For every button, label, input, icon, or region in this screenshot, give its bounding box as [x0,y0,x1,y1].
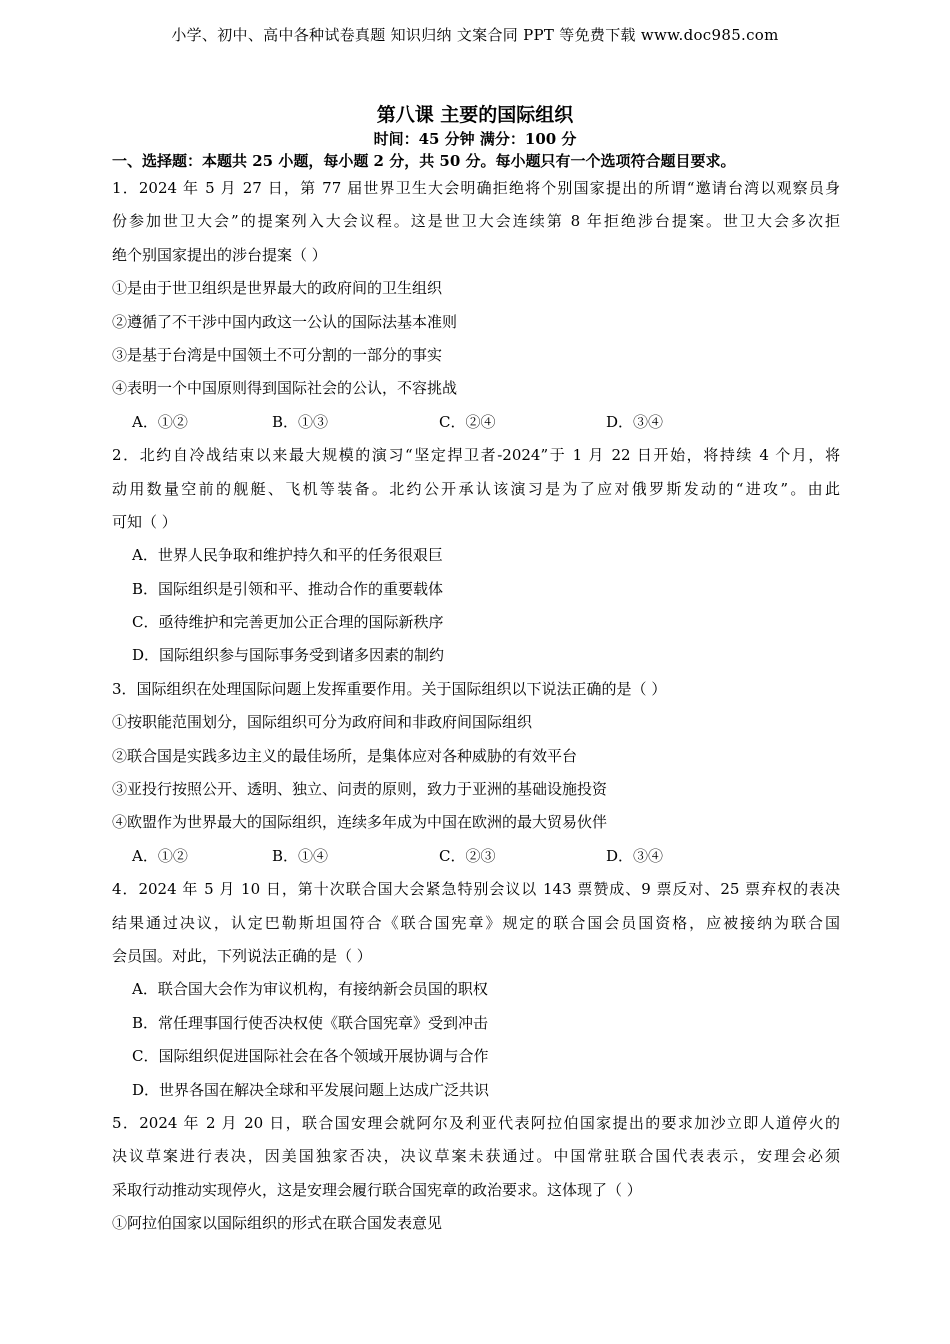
statement-item: ④表明一个中国原则得到国际社会的公认，不容挑战 [112,379,458,398]
question-stem-line: 可知（ ） [112,512,177,531]
question-stem-line: 绝个别国家提出的涉台提案（ ） [112,245,327,264]
choice-b[interactable]: B．①③ [272,412,329,431]
question-stem-line: 1．2024 年 5 月 27 日，第 77 届世界卫生大会明确拒绝将个别国家提出的所谓“邀请台湾以观察员身 [112,179,840,197]
answer-choices [112,406,840,439]
statement-item: ①是由于世卫组织是世界最大的政府间的卫生组织 [112,279,443,298]
page-header: 小学、初中、高中各种试卷真题 知识归纳 文案合同 PPT 等免费下载 www.doc985.com [171,26,779,44]
section-heading: 一、选择题：本题共 25 小题，每小题 2 分，共 50 分。每小题只有一个选项符合题目要求。 [112,152,736,170]
question-2 [112,439,840,673]
choice-d[interactable]: D．③④ [606,846,664,865]
choice-a[interactable]: A．①② [132,412,188,431]
document-body [112,150,840,1241]
statement-item: ③是基于台湾是中国领土不可分割的一部分的事实 [112,345,443,364]
question-stem-line: 5．2024 年 2 月 20 日，联合国安理会就阿尔及利亚代表阿拉伯国家提出的要求加沙立即人道停火的 [112,1113,840,1132]
question-stem-line: 决议草案进行表决，因美国独家否决，决议草案未获通过。中国常驻联合国代表表示，安理会必须 [112,1147,840,1166]
option-d[interactable]: D．国际组织参与国际事务受到诸多因素的制约 [132,646,445,665]
statement-item: ④欧盟作为世界最大的国际组织，连续多年成为中国在欧洲的最大贸易伙伴 [112,813,608,832]
option-a[interactable]: A．世界人民争取和维护持久和平的任务很艰巨 [132,546,443,565]
choice-d[interactable]: D．③④ [606,412,664,431]
option-a[interactable]: A．联合国大会作为审议机构，有接纳新会员国的职权 [132,980,488,999]
question-stem-line: 份参加世卫大会”的提案列入大会议程。这是世卫大会连续第 8 年拒绝涉台提案。世卫大会多次拒 [112,212,840,231]
question-stem-line: 动用数量空前的舰艇、飞机等装备。北约公开承认该演习是为了应对俄罗斯发动的“进攻”。由此 [112,479,840,498]
question-stem-line: 3．国际组织在处理国际问题上发挥重要作用。关于国际组织以下说法正确的是（ ） [112,679,667,698]
option-b[interactable]: B．国际组织是引领和平、推动合作的重要载体 [132,579,444,598]
option-c[interactable]: C．亟待维护和完善更加公正合理的国际新秩序 [132,613,444,632]
choice-c[interactable]: C．②④ [439,412,496,431]
question-stem-line: 会员国。对此，下列说法正确的是（ ） [112,946,372,965]
question-5 [112,1107,840,1241]
statement-item: ②遵循了不干涉中国内政这一公认的国际法基本准则 [112,312,458,331]
statement-item: ①阿拉伯国家以国际组织的形式在联合国发表意见 [112,1214,443,1233]
option-b[interactable]: B．常任理事国行使否决权使《联合国宪章》受到冲击 [132,1013,489,1032]
question-3 [112,673,840,873]
answer-choices [112,840,840,873]
question-stem-line: 结果通过决议，认定巴勒斯坦国符合《联合国宪章》规定的联合国会员国资格，应被接纳为联合国 [112,913,840,932]
question-4 [112,873,840,1107]
statement-item: ②联合国是实践多边主义的最佳场所，是集体应对各种威胁的有效平台 [112,746,578,765]
question-1 [112,172,840,439]
question-stem-line: 4．2024 年 5 月 10 日，第十次联合国大会紧急特别会议以 143 票赞成、9 票反对、25 票弃权的表决 [112,880,840,899]
choice-b[interactable]: B．①④ [272,846,329,865]
exam-meta: 时间：45 分钟 满分：100 分 [373,130,577,148]
question-stem-line: 2．北约自冷战结束以来最大规模的演习“坚定捍卫者-2024”于 1 月 22 日开始，将持续 4 个月，将 [112,446,840,465]
question-stem-line: 采取行动推动实现停火，这是安理会履行联合国宪章的政治要求。这体现了（ ） [112,1180,642,1199]
option-d[interactable]: D．世界各国在解决全球和平发展问题上达成广泛共识 [132,1080,490,1099]
page-title: 第八课 主要的国际组织 [376,104,574,126]
choice-a[interactable]: A．①② [132,846,188,865]
choice-c[interactable]: C．②③ [439,846,496,865]
statement-item: ①按职能范围划分，国际组织可分为政府间和非政府间国际组织 [112,713,533,732]
statement-item: ③亚投行按照公开、透明、独立、问责的原则，致力于亚洲的基础设施投资 [112,780,608,799]
option-c[interactable]: C．国际组织促进国际社会在各个领域开展协调与合作 [132,1047,489,1066]
